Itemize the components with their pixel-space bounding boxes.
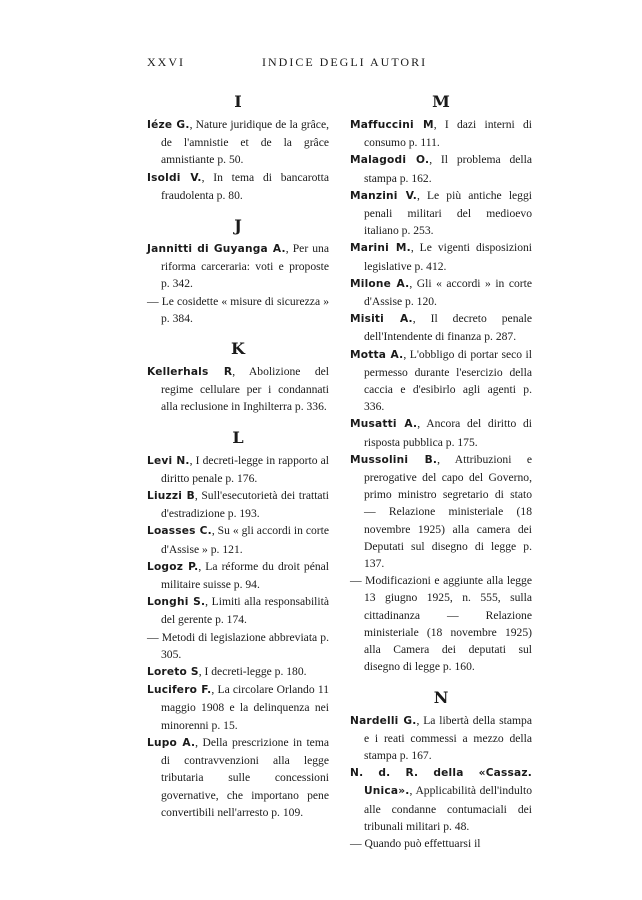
entry-text: , La circolare Orlando 11 maggio 1908 e la delinquenza nei minorenni p. 15. bbox=[161, 683, 329, 732]
index-entry bbox=[350, 275, 532, 310]
author-name: Lupo A. bbox=[147, 736, 196, 749]
index-entry bbox=[350, 116, 532, 151]
index-entry bbox=[147, 522, 329, 557]
entry-text: , In tema di bancarotta fraudolenta p. 80. bbox=[161, 170, 329, 202]
entry-text: , Attribuzioni e prerogative del capo del Governo, primo ministro segretario di stato — Relazione ministeriale (18 novembre 1925) alla camera dei Deputati sul disegno di legge p. 137. bbox=[364, 452, 532, 571]
entry-text: — Quando può effettuarsi il bbox=[350, 836, 481, 850]
entry-text: , Il decreto penale dell'Intendente di finanza p. 287. bbox=[364, 312, 532, 344]
index-entry bbox=[147, 558, 329, 593]
entry-text: , La libertà della stampa e i reati commessi a mezzo della stampa p. 167. bbox=[364, 713, 532, 762]
entry-text: , La réforme du droit pénal militaire suisse p. 94. bbox=[161, 559, 330, 592]
author-name: Nardelli G. bbox=[350, 714, 417, 727]
author-name: Lucifero F. bbox=[147, 684, 212, 697]
entry-text: , Le vigenti disposizioni legislative p. 412. bbox=[364, 241, 533, 273]
left-column bbox=[147, 92, 329, 821]
index-entry bbox=[147, 293, 329, 327]
entry-text: , Le più antiche leggi penali militari del medioevo italiano p. 253. bbox=[364, 188, 532, 238]
index-entry bbox=[350, 712, 532, 765]
section-letter-j: J bbox=[234, 216, 242, 236]
index-entry bbox=[350, 239, 532, 274]
author-name: Milone A. bbox=[350, 277, 410, 290]
index-entry bbox=[350, 151, 532, 186]
author-name: Loasses C. bbox=[147, 525, 212, 538]
author-name: Liuzzi B bbox=[147, 490, 195, 503]
entry-text: , Abolizione del regime cellulare per i condannati alla reclusione in Inghilterra p. 336. bbox=[161, 365, 329, 414]
entry-text: , Ancora del diritto di risposta pubblica p. 175. bbox=[364, 417, 533, 449]
author-name: Logoz P. bbox=[147, 560, 199, 573]
entry-text: , Gli « accordi » in corte d'Assise p. 120. bbox=[364, 276, 533, 309]
author-name: Isoldi V. bbox=[147, 171, 202, 184]
author-name: Mussolini B. bbox=[350, 453, 438, 466]
entry-text: , I dazi interni di consumo p. 111. bbox=[364, 118, 532, 150]
entry-text: , Nature juridique de la grâce, de l'amnistie et de la grâce amnistiante p. 50. bbox=[161, 118, 329, 167]
index-entry bbox=[147, 363, 329, 416]
author-name: Levi N. bbox=[147, 454, 190, 467]
entry-text: , L'obbligo di portar seco il permesso durante l'esercizio della caccia e d'esibirlo agli agenti p. 336. bbox=[364, 347, 532, 414]
index-entry bbox=[147, 629, 329, 663]
index-entry bbox=[147, 452, 329, 487]
index-entry bbox=[350, 310, 532, 345]
section-letter-n: N bbox=[433, 687, 449, 707]
author-name: Loreto S bbox=[147, 666, 199, 679]
index-entry bbox=[147, 593, 329, 628]
author-name: Kellerhals R bbox=[147, 366, 233, 379]
index-entry bbox=[350, 572, 532, 675]
index-entry bbox=[147, 169, 329, 204]
index-entry bbox=[147, 681, 329, 734]
index-entry bbox=[350, 415, 532, 450]
entry-text: , Della prescrizione in tema di contravvenzioni alla legge tributaria sulle concessioni governative, che importano pene convertibili nell'arresto p. 109. bbox=[161, 735, 329, 819]
entry-text: , I decreti-legge p. 180. bbox=[198, 665, 307, 679]
entry-text: , Per una riforma carceraria: voti e proposte p. 342. bbox=[161, 242, 330, 291]
index-entry bbox=[147, 116, 329, 169]
index-entry bbox=[350, 835, 532, 852]
index-entry bbox=[350, 187, 532, 240]
entry-text: — Metodi di legislazione abbreviata p. 305. bbox=[147, 630, 329, 661]
entry-text: , I decreti-legge in rapporto al diritto penale p. 176. bbox=[161, 453, 329, 485]
page-number: XXVI bbox=[147, 55, 185, 69]
entry-text: , Su « gli accordi in corte d'Assise » p. 121. bbox=[161, 524, 329, 556]
entry-text: — Modificazioni e aggiunte alla legge 13 giugno 1925, n. 555, sulla cittadinanza — Relazione ministeriale (18 novembre 1925) alla Camera dei deputati sul disegno di legge p. 160. bbox=[350, 574, 532, 674]
index-entry bbox=[350, 346, 532, 416]
running-head bbox=[147, 52, 537, 72]
author-name: Musatti A. bbox=[350, 418, 418, 431]
entry-text: , Applicabilità dell'indulto alle condanne contumaciali dei tribunali militari p. 48. bbox=[364, 784, 532, 833]
index-entry bbox=[350, 451, 532, 572]
index-entry bbox=[350, 764, 532, 835]
right-column bbox=[350, 92, 532, 852]
section-letter-i: I bbox=[234, 92, 242, 111]
entry-text: , Sull'esecutorietà dei trattati d'estradizione p. 193. bbox=[161, 489, 330, 521]
author-name: Malagodi O. bbox=[350, 154, 430, 167]
entry-text: — Le cosidette « misure di sicurezza » p. 384. bbox=[147, 294, 329, 325]
author-name: Jannitti di Guyanga A. bbox=[147, 243, 286, 256]
author-name: Maffuccini M bbox=[350, 119, 434, 131]
page-title: INDICE DEGLI AUTORI bbox=[262, 55, 428, 69]
index-entry bbox=[147, 240, 329, 293]
author-name: Longhi S. bbox=[147, 596, 206, 609]
author-name: Misiti A. bbox=[350, 313, 413, 326]
author-name: Marini M. bbox=[350, 242, 411, 255]
author-name: Iéze G. bbox=[147, 119, 190, 131]
section-letter-k: K bbox=[231, 339, 245, 359]
entry-text: , Il problema della stampa p. 162. bbox=[364, 153, 533, 185]
section-letter-l: L bbox=[232, 427, 244, 447]
section-letter-m: M bbox=[432, 92, 450, 111]
index-entry bbox=[147, 663, 329, 681]
entry-text: , Limiti alla responsabilità del gerente p. 174. bbox=[161, 595, 329, 627]
author-name: Motta A. bbox=[350, 348, 404, 361]
index-entry bbox=[147, 487, 329, 522]
index-entry bbox=[147, 734, 329, 821]
author-name: Manzini V. bbox=[350, 189, 417, 202]
author-name: N. d. R. della «Cassaz. Unica». bbox=[350, 767, 532, 798]
